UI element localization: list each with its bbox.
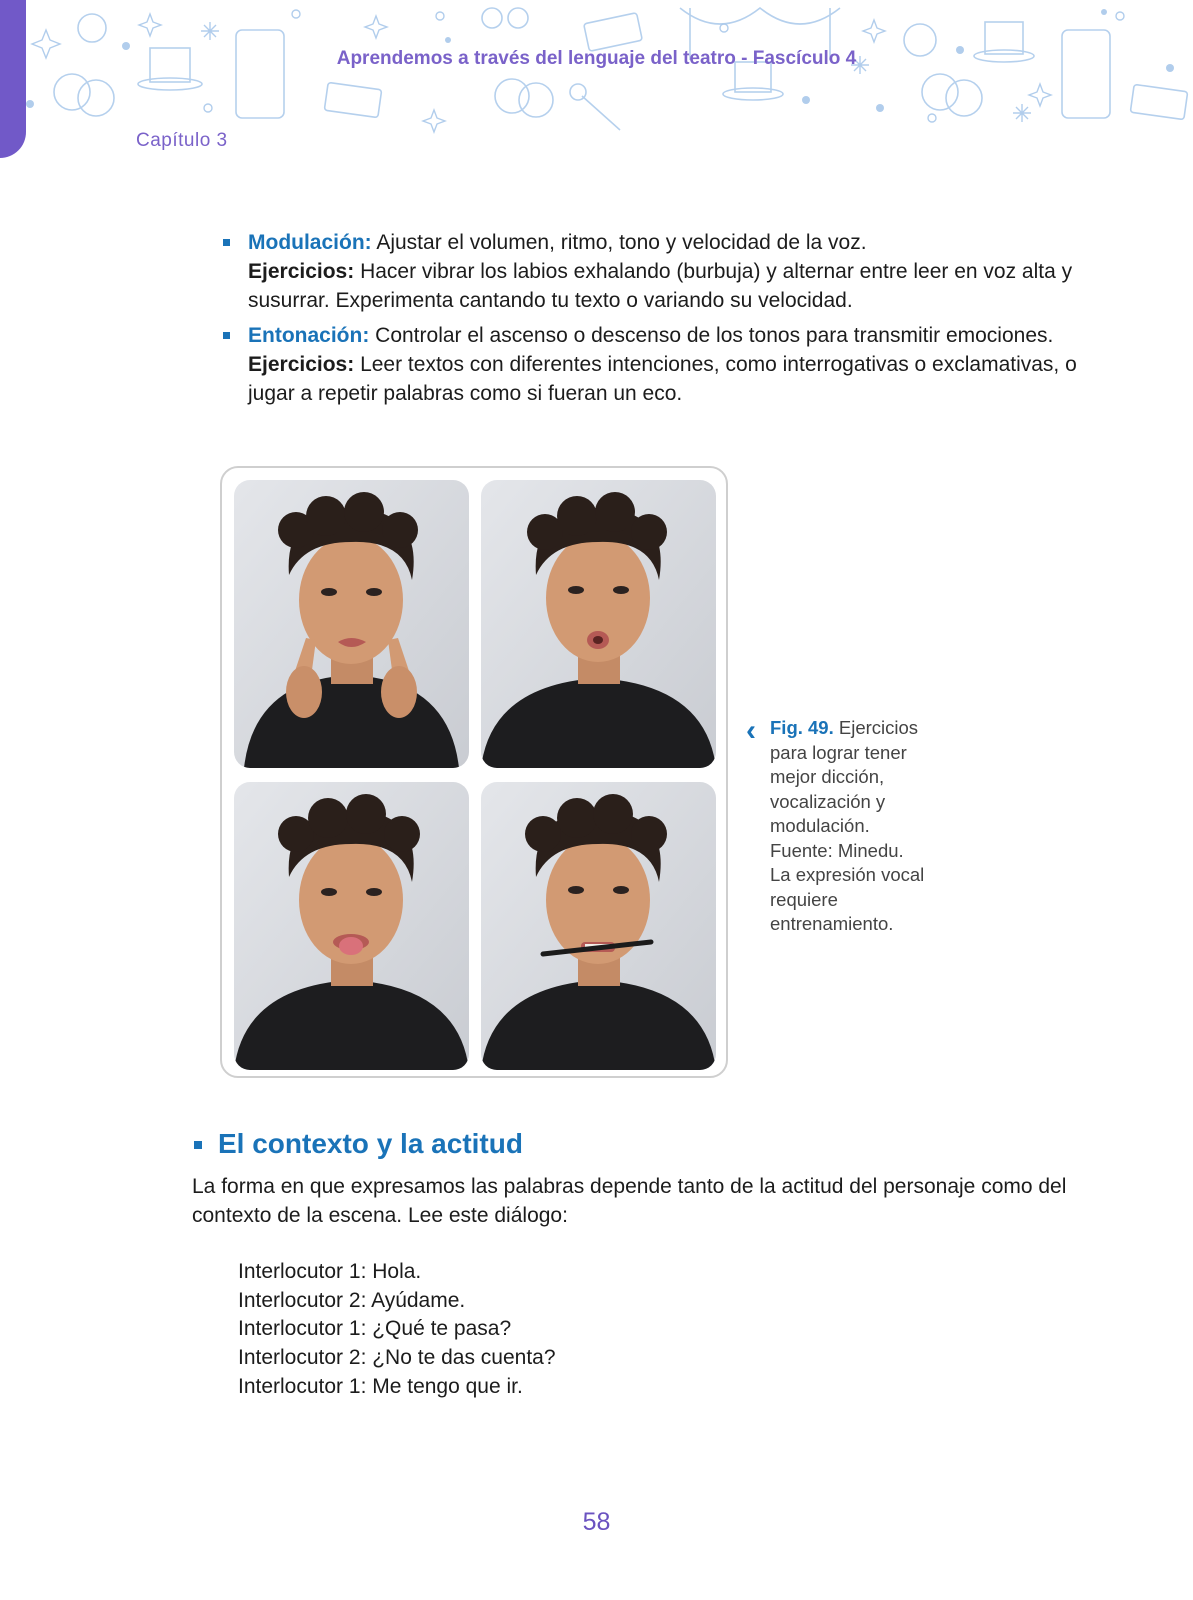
theater-doodles: [0, 0, 1193, 140]
exercise-label: Ejercicios:: [248, 260, 355, 283]
header-decoration: [0, 0, 1193, 140]
photo-lips-exercise: [481, 480, 716, 768]
term-modulacion: Modulación:: [248, 231, 372, 254]
section-paragraph: La forma en que expresamos las palabras depende tanto de la actitud del personaje como del contexto de la escena. Lee este diálogo:: [192, 1175, 1067, 1227]
photo-pen-exercise: [481, 782, 716, 1070]
figure-label: Fig. 49.: [770, 717, 834, 738]
list-item-modulacion: [222, 228, 1082, 257]
figure-caption-text: Ejercicios para lograr tener mejor dicción, vocalización y modulación. Fuente: Minedu. La expresión vocal requiere entrenamiento.: [770, 717, 925, 934]
dialog-line: Interlocutor 1: Hola.: [238, 1260, 422, 1283]
technique-list: [222, 228, 1082, 414]
figure-photo-grid: [220, 466, 728, 1078]
section-heading: [194, 1128, 523, 1160]
bullet-square-icon: [223, 239, 230, 246]
exercise-modulacion: [222, 257, 1082, 315]
dialog-line: Interlocutor 2: Ayúdame.: [238, 1288, 466, 1312]
chapter-label: Capítulo 3: [136, 130, 228, 151]
chapter-side-tab: [0, 0, 26, 158]
exercise-label: Ejercicios:: [248, 353, 355, 376]
dialog-line: Interlocutor 2: ¿No te das cuenta?: [238, 1346, 556, 1370]
exercise-text: Hacer vibrar los labios exhalando (burbuja) y alternar entre leer en voz alta y susurrar. Experimenta cantando tu texto o variando su velocidad.: [248, 260, 1073, 312]
figure-caption: [746, 716, 926, 937]
exercise-text: Leer textos con diferentes intenciones, como interrogativas o exclamativas, o jugar a repetir palabras como si fueran un eco.: [248, 353, 1077, 405]
photo-tongue-exercise: [234, 782, 469, 1070]
term-description: Controlar el ascenso o descenso de los tonos para transmitir emociones.: [369, 324, 1054, 347]
dialog-line: Interlocutor 1: Me tengo que ir.: [238, 1374, 523, 1398]
section-heading-text: El contexto y la actitud: [218, 1128, 523, 1159]
photo-cheek-exercise: [234, 480, 469, 768]
dialog-line: Interlocutor 1: ¿Qué te pasa?: [238, 1317, 512, 1341]
page-number: 58: [582, 1508, 611, 1536]
chevron-left-icon: ‹: [746, 714, 756, 747]
running-header-title: Aprendemos a través del lenguaje del teatro - Fascículo 4: [336, 48, 857, 69]
term-entonacion: Entonación:: [248, 324, 370, 347]
list-item-entonacion: [222, 321, 1082, 350]
bullet-square-icon: [223, 332, 230, 339]
bullet-square-icon: [194, 1141, 202, 1149]
dialog-block: [238, 1258, 556, 1402]
exercise-entonacion: [222, 350, 1082, 408]
term-description: Ajustar el volumen, ritmo, tono y velocidad de la voz.: [371, 231, 867, 254]
